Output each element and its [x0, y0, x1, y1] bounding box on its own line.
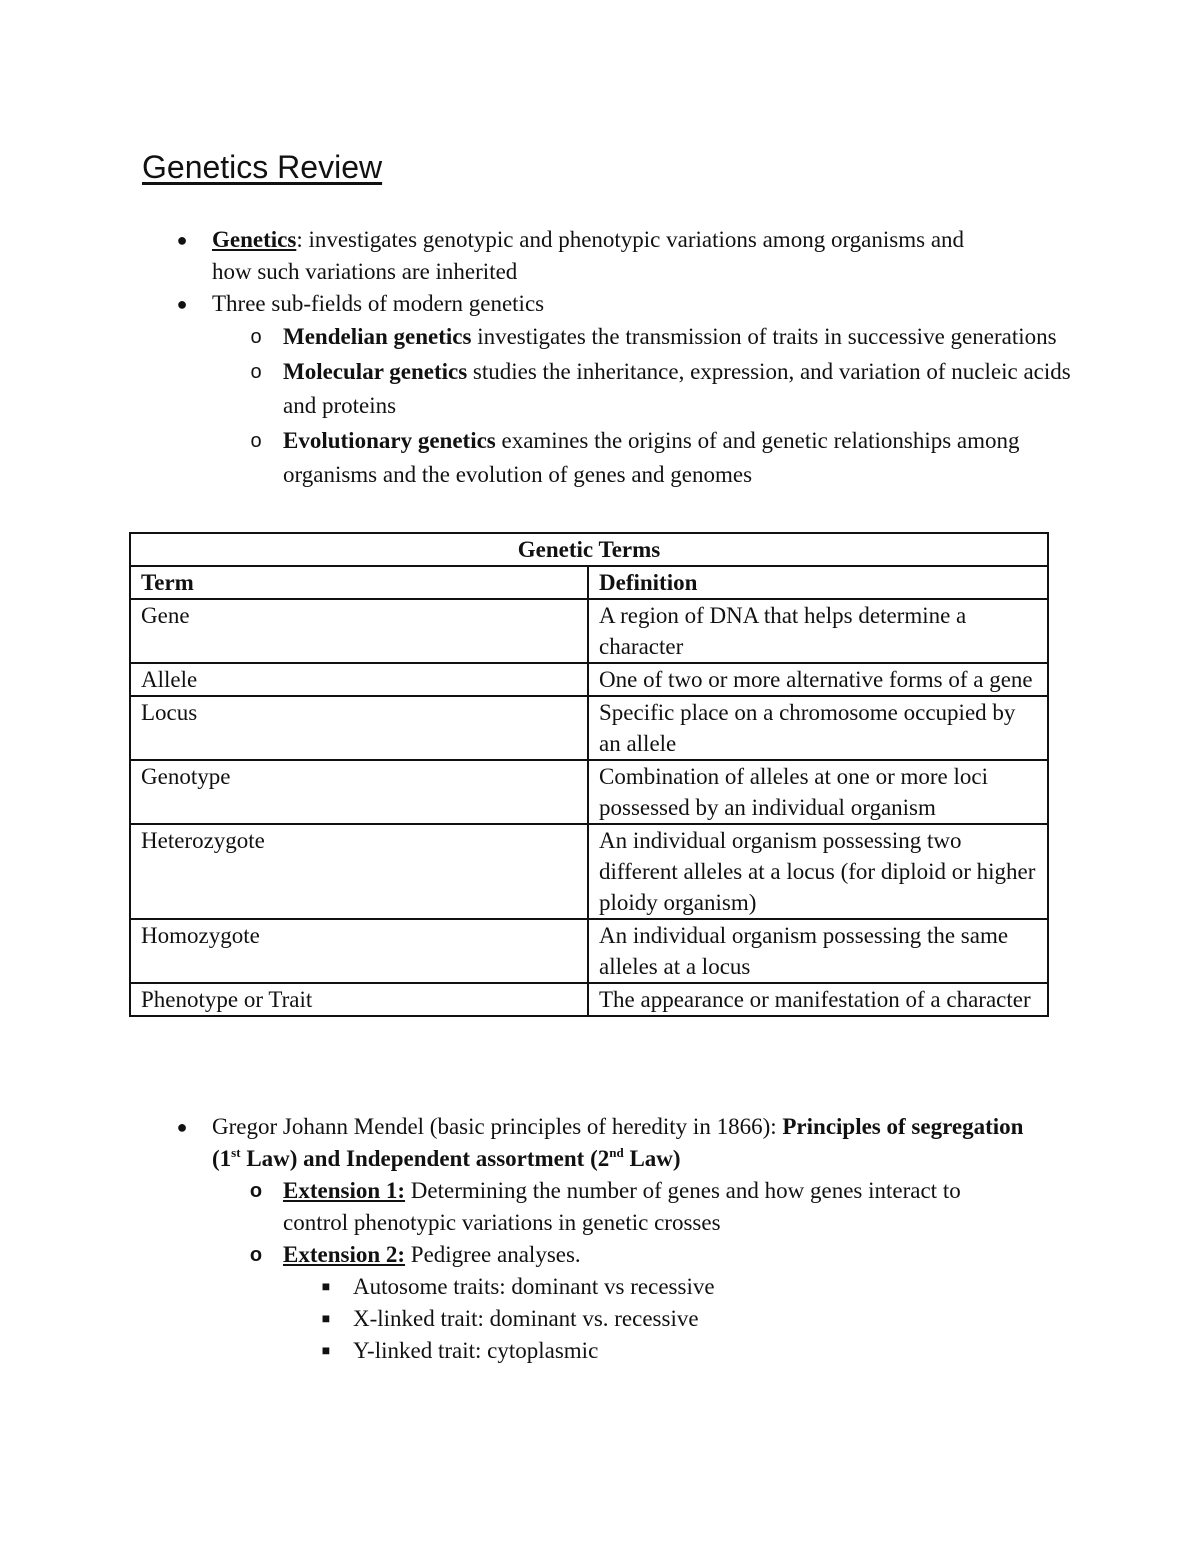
term-cell: Gene — [130, 599, 588, 663]
column-header-definition: Definition — [588, 566, 1048, 599]
definition-cell: An individual organism possessing the same alleles at a locus — [588, 919, 1048, 983]
table-header-row — [130, 566, 1048, 599]
term-cell: Homozygote — [130, 919, 588, 983]
mendel-principle-b: Law) and Independent assortment (2 — [240, 1146, 610, 1171]
mendel-list — [0, 1111, 1200, 1367]
table-row — [130, 663, 1048, 696]
definition-cell: The appearance or manifestation of a character — [588, 983, 1048, 1016]
term-cell: Allele — [130, 663, 588, 696]
subfields-heading: Three sub-fields of modern genetics — [212, 291, 545, 316]
circle-bullet-icon: o — [249, 1244, 263, 1266]
definition-cell: A region of DNA that helps determine a character — [588, 599, 1048, 663]
trait-text: Autosome traits: dominant vs recessive — [353, 1274, 715, 1299]
table-caption: Genetic Terms — [130, 533, 1048, 566]
list-item-mendel — [0, 1111, 1042, 1175]
bullet-icon: ● — [176, 294, 188, 314]
term-cell: Phenotype or Trait — [130, 983, 588, 1016]
intro-list — [0, 224, 1200, 493]
term-cell: Genotype — [130, 760, 588, 824]
subfield-name: Mendelian genetics — [283, 324, 472, 349]
square-bullet-icon: ■ — [321, 1344, 331, 1359]
list-item-extension-2 — [0, 1239, 983, 1271]
list-item-genetics-definition — [0, 224, 1002, 288]
table-caption-row — [130, 533, 1048, 566]
table-row — [130, 599, 1048, 663]
superscript-st: st — [231, 1145, 241, 1160]
extension-2-label: Extension 2: — [283, 1242, 406, 1267]
table-row — [130, 696, 1048, 760]
list-item-subfields — [0, 288, 1002, 320]
table-row — [130, 824, 1048, 919]
circle-bullet-icon: o — [250, 429, 262, 452]
circle-bullet-icon: o — [250, 326, 262, 348]
subfield-description: studies the inheritance, expression, and variation of nucleic acids and proteins — [283, 358, 1071, 418]
definition-cell: An individual organism possessing two different alleles at a locus (for diploid or higher ploidy organism) — [588, 824, 1048, 919]
subfield-description: examines the origins of and genetic relationships among organisms and the evolution of genes and genomes — [283, 427, 1020, 487]
genetics-term: Genetics — [212, 227, 297, 252]
mendel-intro: Gregor Johann Mendel (basic principles of heredity in 1866): — [212, 1114, 783, 1139]
list-item-trait — [0, 1335, 1053, 1367]
genetic-terms-table — [129, 532, 1049, 1017]
subfield-description: investigates the transmission of traits in successive generations — [471, 324, 1057, 349]
bullet-icon: ● — [176, 1117, 188, 1137]
circle-bullet-icon: o — [249, 1180, 263, 1202]
square-bullet-icon: ■ — [321, 1280, 331, 1295]
subfield-name: Evolutionary genetics — [283, 427, 496, 453]
list-item-evolutionary — [0, 424, 1083, 493]
trait-text: X-linked trait: dominant vs. recessive — [353, 1306, 699, 1331]
term-cell: Heterozygote — [130, 824, 588, 919]
term-cell: Locus — [130, 696, 588, 760]
bullet-icon: ● — [176, 230, 188, 250]
trait-text: Y-linked trait: cytoplasmic — [353, 1338, 599, 1363]
subfield-name: Molecular genetics — [283, 358, 468, 384]
extension-1-text: Determining the number of genes and how genes interact to control phenotypic variations in genetic crosses — [283, 1178, 961, 1235]
extension-1-label: Extension 1: — [283, 1178, 406, 1203]
genetics-definition: : investigates genotypic and phenotypic variations among organisms and how such variations are inherited — [212, 227, 965, 284]
page-title: Genetics Review — [142, 149, 383, 185]
square-bullet-icon: ■ — [321, 1312, 331, 1327]
list-item-extension-1 — [0, 1175, 983, 1239]
extension-2-text: Pedigree analyses. — [405, 1242, 581, 1267]
list-item-trait — [0, 1271, 1053, 1303]
list-item-trait — [0, 1303, 1053, 1335]
table-row — [130, 983, 1048, 1016]
circle-bullet-icon: o — [250, 360, 262, 383]
definition-cell: One of two or more alternative forms of a gene — [588, 663, 1048, 696]
definition-cell: Specific place on a chromosome occupied by an allele — [588, 696, 1048, 760]
table-row — [130, 760, 1048, 824]
definition-cell: Combination of alleles at one or more loci possessed by an individual organism — [588, 760, 1048, 824]
list-item-molecular — [0, 355, 1083, 424]
table-row — [130, 919, 1048, 983]
superscript-nd: nd — [609, 1145, 624, 1160]
mendel-principle-a: Principles of segregation (1 — [212, 1114, 1024, 1171]
list-item-mendelian — [0, 320, 1083, 355]
mendel-principle-c: Law) — [623, 1146, 681, 1171]
column-header-term: Term — [130, 566, 588, 599]
